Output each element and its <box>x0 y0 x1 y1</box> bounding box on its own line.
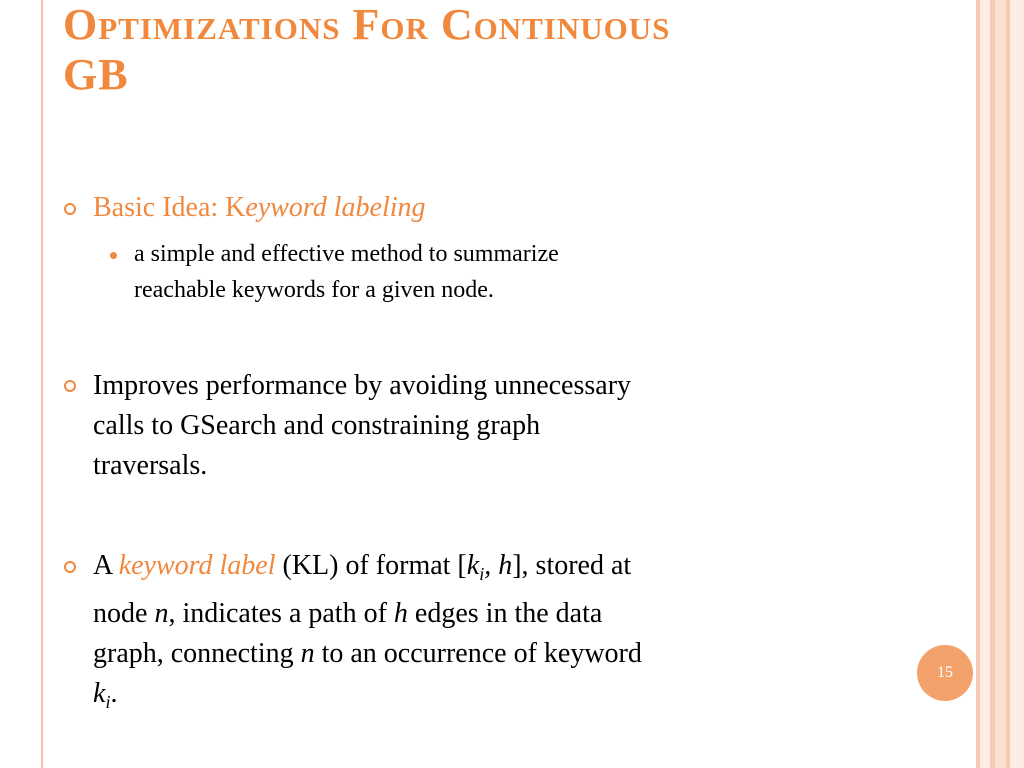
title-line-2: GB <box>63 50 129 99</box>
bullet-improves-performance: Improves performance by avoiding unnecessary calls to GSearch and constraining graph traversals. <box>93 370 632 481</box>
sub-bullet-dot-icon <box>110 252 117 259</box>
right-decorative-stripes <box>976 0 1024 768</box>
bullet-ring-icon <box>64 561 76 573</box>
left-border-line <box>41 0 43 768</box>
bullet-keyword-label: A keyword label (KL) of format [$k_i$, h], stored at node n, indicates a path of h edges in the data graph, connecting n to an occurrence of keyword $k_i$. <box>93 550 642 712</box>
page-number: 15 <box>937 664 953 681</box>
page-number-badge <box>917 645 973 701</box>
slide-title <box>63 0 943 100</box>
title-line-1: Optimizations For Continuous <box>63 0 671 49</box>
bullet-ring-icon <box>64 380 76 392</box>
bullet-basic-idea: Basic Idea: Keyword labeling <box>93 192 426 223</box>
sub-bullet-text: a simple and effective method to summarize reachable keywords for a given node. <box>134 241 559 303</box>
bullet-ring-icon <box>64 203 76 215</box>
